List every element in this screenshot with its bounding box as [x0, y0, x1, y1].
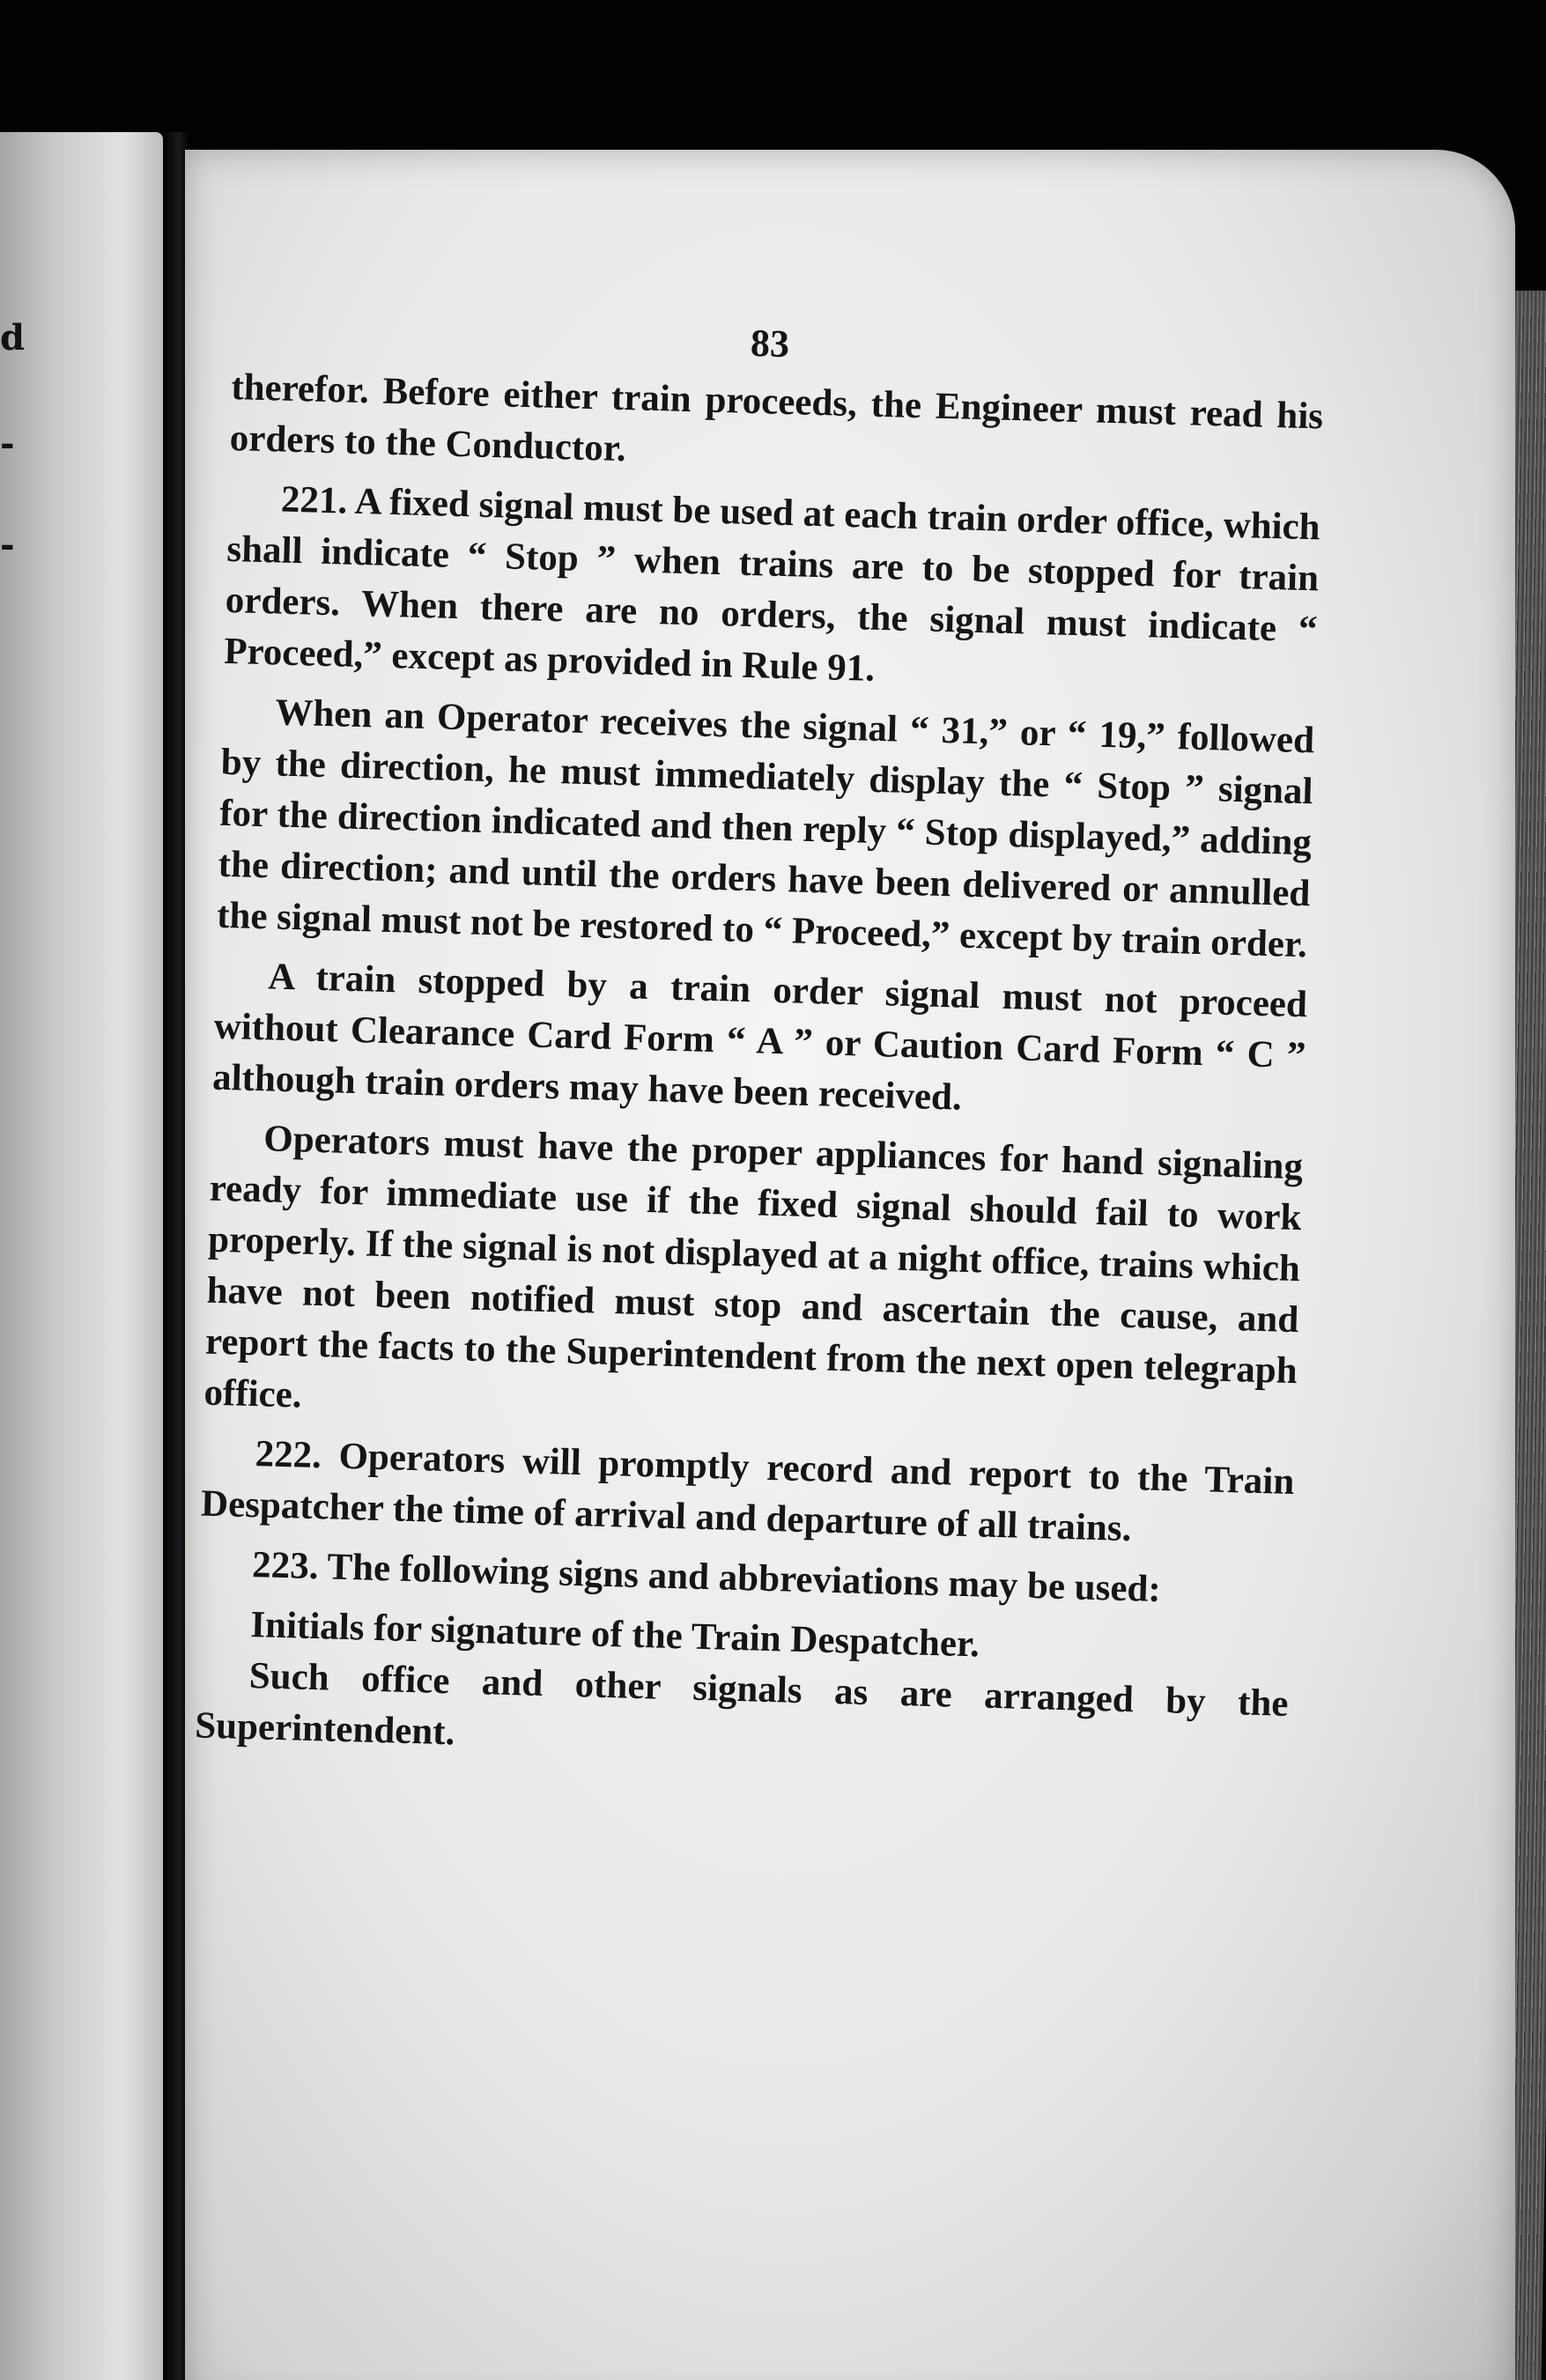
- paragraph-text: A train stopped by a train order signal must not proceed without Clearance Card Form “ A ” or Caution Card Form “ C ” although train orders may have been received.: [211, 956, 1308, 1119]
- paragraph-text: When an Operator receives the signal “ 31,” or “ 19,” followed by the direction, he must immediately display the “ Stop ” signal for the direction indicated and then reply “ Stop displayed,” adding the direction; and until the orders have been delivered or annulled the signal must not be restored to “ Proceed,” except by train order.: [216, 691, 1315, 966]
- paragraph: [203, 1112, 1304, 1448]
- rule-number: 222.: [255, 1433, 322, 1477]
- paragraph: [211, 950, 1307, 1133]
- paragraph-text: Operators will promptly record and report to the Train Despatcher the time of arrival and departure of all trains.: [200, 1435, 1295, 1550]
- rule-number: 221.: [280, 478, 348, 522]
- page-text-block: [194, 304, 1325, 1790]
- rule-paragraph: [200, 1428, 1295, 1559]
- paragraph-text: Such office and other signals as are arranged by the Superintendent.: [194, 1655, 1290, 1754]
- paragraph: [229, 362, 1324, 493]
- page-number: 83: [750, 321, 790, 366]
- left-page-fragment: -: [0, 423, 15, 464]
- paragraph-text: Operators must have the proper appliances for hand signaling ready for immediate use if the fixed signal should fail to work properly. If the signal is not displayed at a night office, trains which have not been notified must stop and ascertain the cause, and report the facts to the Superintendent from the next open telegraph office.: [203, 1118, 1304, 1416]
- left-page-fragment: d: [0, 317, 25, 358]
- left-page-edge: [0, 132, 163, 2380]
- paragraph: [216, 686, 1314, 971]
- paragraph-text: Initials for signature of the Train Despatcher.: [249, 1604, 980, 1666]
- book-page: [185, 150, 1515, 2380]
- paragraph-text: therefor. Before either train proceeds, the Engineer must read his orders to the Conductor.: [229, 366, 1324, 470]
- rule-number: 223.: [251, 1544, 320, 1588]
- paragraph-text: A fixed signal must be used at each train order office, which shall indicate “ Stop ” when trains are to be stopped for train orders. When there are no orders, the signal must indicate “ Proceed,” except as provided in Rule 91.: [223, 480, 1321, 690]
- rule-paragraph: [224, 473, 1321, 706]
- paragraph-text: The following signs and abbreviations may be used:: [326, 1546, 1162, 1611]
- left-page-fragment: -: [0, 524, 15, 565]
